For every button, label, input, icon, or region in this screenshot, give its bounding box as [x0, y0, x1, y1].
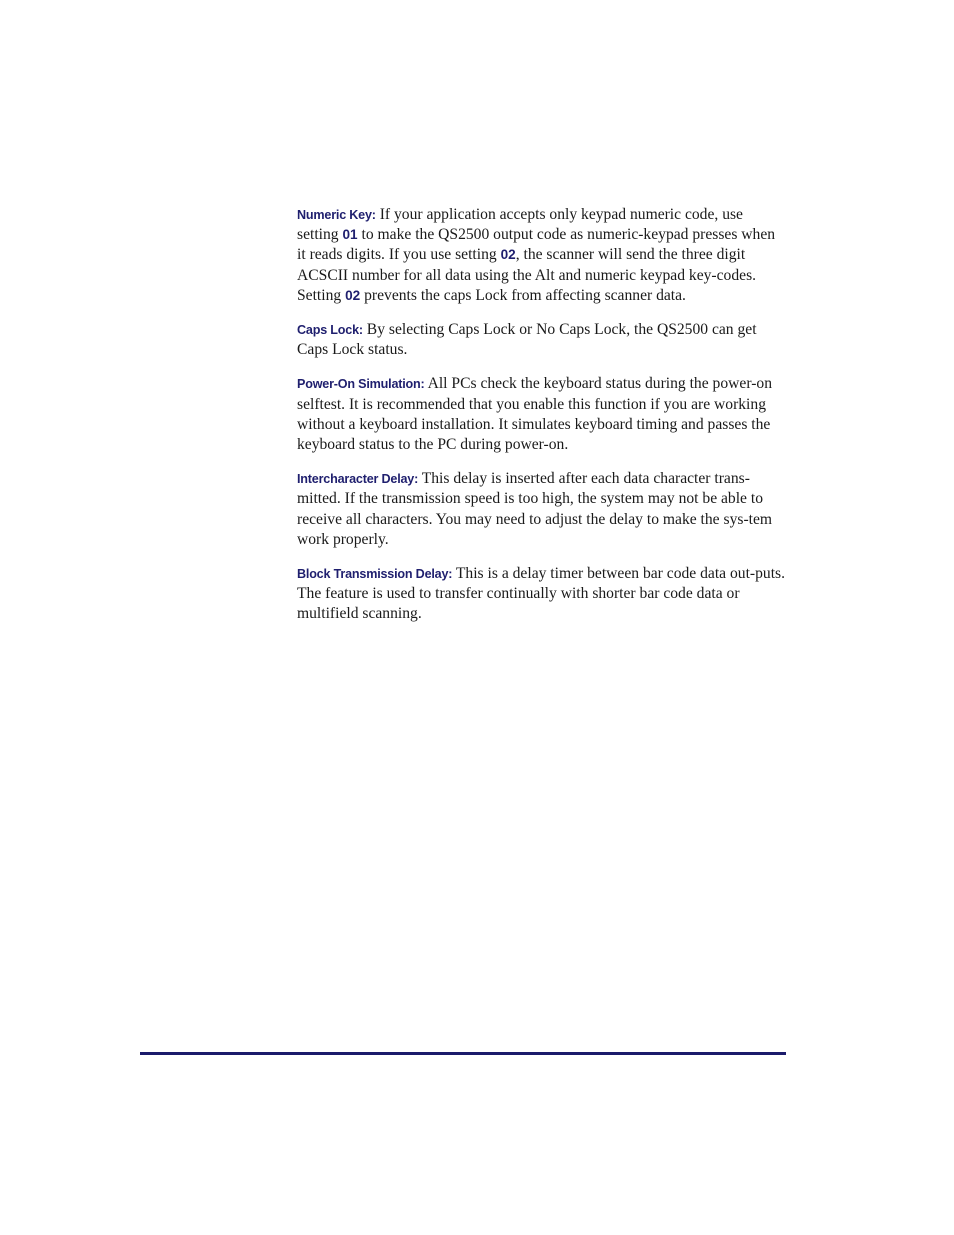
paragraph-intercharacter-delay	[297, 469, 787, 550]
paragraph-power-on-simulation	[297, 374, 787, 455]
paragraph-text: This is a delay timer between bar code data out-puts. The feature is used to transfer continually with shorter bar code data or multifield scanning.	[297, 565, 785, 623]
paragraph-text: , the scanner will send the three digit ACSCII number for all data using the Alt and numeric keypad key-codes. Setting	[297, 246, 757, 304]
paragraph-caps-lock	[297, 320, 787, 360]
document-body	[297, 205, 787, 639]
term-block-transmission-delay: Block Transmission Delay:	[297, 567, 453, 582]
paragraph-text: By selecting Caps Lock or No Caps Lock, the QS2500 can get Caps Lock status.	[297, 321, 757, 359]
paragraph-block-transmission-delay	[297, 564, 787, 625]
setting-value: 02	[345, 287, 361, 303]
term-intercharacter-delay: Intercharacter Delay:	[297, 472, 419, 487]
paragraph-text: prevents the caps Lock from affecting scanner data.	[360, 286, 686, 304]
setting-value: 01	[342, 227, 358, 243]
footer-divider	[140, 1052, 786, 1055]
paragraph-text: to make the QS2500 output code as numeric-keypad presses when it reads digits. If you use setting	[297, 226, 776, 264]
paragraph-text: All PCs check the keyboard status during the power-on selftest. It is recommended that you enable this function if you are working without a keyboard installation. It simulates keyboard timing and passes the keyboard status to the PC during power-on.	[297, 375, 772, 454]
term-numeric-key: Numeric Key:	[297, 208, 376, 222]
paragraph-numeric-key	[297, 205, 787, 306]
paragraph-text: If your application accepts only keypad numeric code, use setting	[297, 206, 743, 244]
term-power-on-simulation: Power-On Simulation:	[297, 377, 425, 392]
term-caps-lock: Caps Lock:	[297, 323, 363, 338]
paragraph-text: This delay is inserted after each data character trans-mitted. If the transmission speed is too high, the system may not be able to receive all characters. You may need to adjust the delay to make the sys-tem work properly.	[297, 470, 773, 548]
setting-value: 02	[500, 247, 516, 263]
